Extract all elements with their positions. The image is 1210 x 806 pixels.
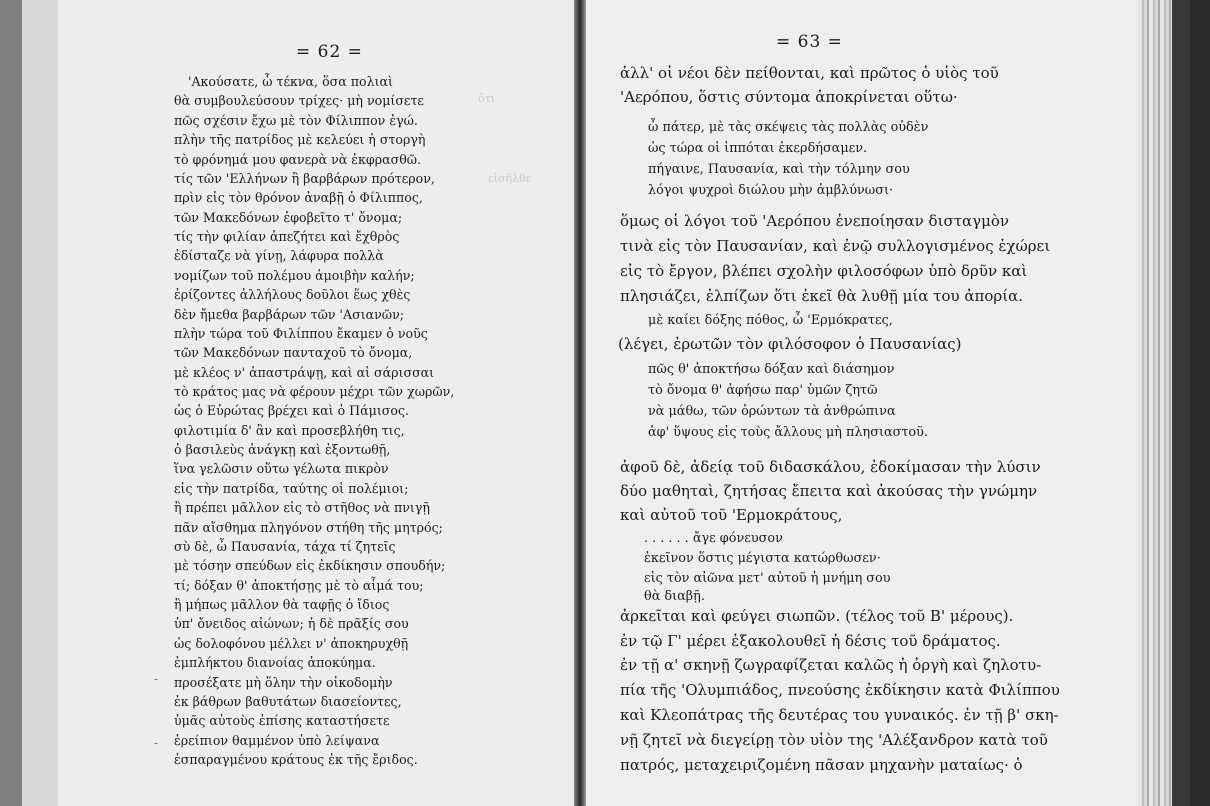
text-line: ἐδίσταζε νὰ γίνῃ, λάφυρα πολλὰ — [174, 248, 384, 264]
scan-left-edge — [0, 0, 22, 806]
right-page — [586, 0, 1138, 806]
text-line: τί; δόξαν θ' ἀποκτήσῃς μὲ τὸ αἷμά του; — [174, 577, 424, 593]
text-line: μὲ κλέος ν' ἀπαστράψῃ, καὶ αἱ σάρισσαι — [174, 364, 435, 380]
text-line: νὰ μάθω, τῶν ὁρώντων τὰ ἀνθρώπινα — [648, 404, 896, 419]
text-line: φιλοτιμία δ' ἂν καὶ προσεβλήθη τις, — [174, 422, 405, 438]
text-line: λόγοι ψυχροὶ διώλου μὴν ἀμβλύνωσι· — [648, 183, 894, 198]
bleed-through: εἰσῆλθε — [488, 172, 532, 185]
text-line: ἐκεῖνον ὅστις μέγιστα κατώρθωσεν· — [644, 551, 881, 566]
text-line: ὑπ' ὄνειδος αἰώνων; ἡ δὲ πρᾶξίς σου — [174, 616, 409, 632]
text-line: εἰς τὸ ἔργον, βλέπει σχολὴν φιλοσόφων ὑπὸ δρῦν καὶ — [620, 262, 1028, 280]
scan-right-border — [1190, 0, 1210, 806]
text-line: ὡς δολοφόνου μέλλει ν' ἀποκηρυχθῇ — [174, 635, 409, 651]
text-line: ἀλλ' οἱ νέοι δὲν πείθονται, καὶ πρῶτος ὁ υἱὸς τοῦ — [620, 64, 999, 82]
text-line: ἀρκεῖται καὶ φεύγει σιωπῶν. (τέλος τοῦ Β' μέρους). — [620, 607, 1014, 625]
text-line: τίς τῶν 'Ελλήνων ἢ βαρβάρων πρότερον, — [174, 170, 435, 186]
book-gutter — [574, 0, 586, 806]
text-line: δὲν ἤμεθα βαρβάρων τῶν 'Ασιανῶν; — [174, 306, 404, 322]
text-line: μὲ τόσην σπεύδων εἰς ἐκδίκησιν σπουδήν; — [174, 558, 446, 574]
text-line: ὡς ὁ Εὐρώτας βρέχει καὶ ὁ Πάμισος. — [174, 403, 410, 419]
text-line: ἀφοῦ δὲ, ἀδείᾳ τοῦ διδασκάλου, ἐδοκίμασαν τὴν λύσιν — [620, 458, 1041, 476]
text-line: ἐρείπιον θαμμένον ὑπὸ λείψανα — [174, 732, 380, 748]
text-line: δύο μαθηταὶ, ζητήσας ἔπειτα καὶ ἀκούσας τὴν γνώμην — [620, 482, 1038, 500]
text-line: ὡς τώρα οἱ ἱππόται ἐκερδήσαμεν. — [648, 141, 868, 156]
text-line: τὸ ὄνομα θ' ἀφήσω παρ' ὑμῶν ζητῶ — [648, 383, 878, 398]
text-line: ὦ πάτερ, μὲ τὰς σκέψεις τὰς πολλὰς οὐδὲν — [648, 120, 929, 135]
text-line: πῶς θ' ἀποκτήσω δόξαν καὶ διάσημον — [648, 362, 895, 377]
text-line: (λέγει, ἐρωτῶν τὸν φιλόσοφον ὁ Παυσανίας) — [618, 335, 962, 353]
text-line: ἐν τῷ Γ' μέρει ἐξακολουθεῖ ἡ δέσις τοῦ δράματος. — [620, 632, 1001, 650]
margin-dash: - — [154, 736, 159, 750]
text-line: ἀφ' ὕψους εἰς τοὺς ἄλλους μὴ πλησιαστοῦ. — [648, 425, 928, 440]
text-line: εἰς τὸν αἰῶνα μετ' αὐτοῦ ἡ μνήμη σου — [644, 571, 891, 586]
text-line: πλὴν τώρα τοῦ Φιλίππου ἔκαμεν ὁ νοῦς — [174, 325, 428, 341]
text-line: πλησιάζει, ἐλπίζων ὅτι ἐκεῖ θὰ λυθῇ μία του ἀπορία. — [620, 287, 1023, 305]
text-line: πλὴν τῆς πατρίδος μὲ κελεύει ἡ στοργὴ — [174, 132, 426, 148]
text-line: πία τῆς 'Ολυμπιάδος, πνεούσης ἐκδίκησιν κατὰ Φιλίππου — [620, 681, 1060, 699]
text-line: ἐρίζοντες ἀλλήλους δοῦλοι ἕως χθὲς — [174, 287, 411, 303]
text-line: 'Αερόπου, ὅστις σύντομα ἀποκρίνεται οὕτω· — [620, 88, 958, 106]
text-line: ἢ μήπως μᾶλλον θὰ ταφῇς ὁ ἴδιος — [174, 597, 390, 612]
text-line: πατρός, μεταχειριζομένη πᾶσαν μηχανὴν ματαίως· ὁ — [620, 756, 1023, 774]
book-left-margin — [22, 0, 60, 806]
text-line: ἢ πρέπει μᾶλλον εἰς τὸ στῆθος νὰ πνιγῇ — [174, 500, 430, 516]
text-line: πῶς σχέσιν ἔχω μὲ τὸν Φίλιππον ἐγώ. — [174, 112, 418, 128]
text-line: 'Ακούσατε, ὦ τέκνα, ὅσα πολιαὶ — [188, 74, 393, 89]
text-line: μὲ καίει δόξης πόθος, ὦ 'Ερμόκρατες, — [648, 313, 893, 328]
text-line: ὑμᾶς αὐτοὺς ἐπίσης καταστήσετε — [174, 713, 390, 729]
page-number: = 63 = — [776, 32, 843, 52]
text-line: πᾶν αἴσθημα πληγόνον στήθη τῆς μητρός; — [174, 519, 443, 535]
text-line: θὰ συμβουλεύσουν τρίχες· μὴ νομίσετε — [174, 93, 424, 109]
text-line: τῶν Μακεδόνων πανταχοῦ τὸ ὄνομα, — [174, 345, 413, 361]
text-line: τῶν Μακεδόνων ἐφοβεῖτο τ' ὄνομα; — [174, 209, 403, 225]
text-line: . . . . . . ἄγε φόνευσον — [644, 531, 783, 546]
text-line: εἰς τὴν πατρίδα, ταύτης οἱ πολέμιοι; — [174, 480, 409, 496]
text-line: θὰ διαβῇ. — [644, 589, 705, 604]
text-line: ὅμως οἱ λόγοι τοῦ 'Αερόπου ἐνεποίησαν δισταγμὸν — [620, 212, 1010, 230]
text-line: καὶ Κλεοπάτρας τῆς δευτέρας του γυναικός. ἐν τῇ β' σκη- — [620, 706, 1059, 724]
text-line: νομίζων τοῦ πολέμου ἀμοιβὴν καλήν; — [174, 267, 415, 283]
text-line: ἐμπλήκτου διανοίας ἀποκύημα. — [174, 655, 376, 671]
text-line: ἐκ βάθρων βαθυτάτων διασείοντες, — [174, 693, 402, 709]
text-line: προσέξατε μὴ ὅλην τὴν οἰκοδομὴν — [174, 674, 393, 690]
margin-dash: - — [154, 672, 159, 686]
text-line: τίς τὴν φιλίαν ἀπεζήτει καὶ ἔχθρὸς — [174, 229, 400, 244]
text-line: πρὶν εἰς τὸν θρόνον ἀναβῇ ὁ Φίλιππος, — [174, 190, 423, 206]
left-page — [58, 0, 574, 806]
text-line: νῇ ζητεῖ νὰ διεγείρῃ τὸν υἱὸν της 'Αλέξανδρον κατὰ τοῦ — [620, 731, 1048, 749]
page-fore-edges — [1138, 0, 1172, 806]
text-line: ἐσπαραγμένου κράτους ἐκ τῆς ἔριδος. — [174, 752, 418, 767]
page-number: = 62 = — [296, 42, 363, 62]
text-line: τὸ κράτος μας νὰ φέρουν μέχρι τῶν χωρῶν, — [174, 383, 455, 399]
bleed-through: ὅτι — [478, 92, 496, 105]
text-line: πήγαινε, Παυσανία, καὶ τὴν τόλμην σου — [648, 162, 910, 177]
text-line: ὁ βασιλεὺς ἀνάγκῃ καὶ ἐξοντωθῇ, — [174, 442, 391, 458]
text-line: σὺ δὲ, ὦ Παυσανία, τάχα τί ζητεῖς — [174, 538, 396, 554]
text-line: ἐν τῇ α' σκηνῇ ζωγραφίζεται καλῶς ἡ ὀργὴ καὶ ζηλοτυ- — [620, 656, 1042, 674]
text-line: τὸ φρόνημά μου φανερὰ νὰ ἐκφρασθῶ. — [174, 151, 422, 167]
text-line: ἵνα γελῶσιν οὕτω γέλωτα πικρὸν — [174, 461, 389, 477]
text-line: τινὰ εἰς τὸν Παυσανίαν, καὶ ἐνῷ συλλογισμένος ἐχώρει — [620, 237, 1051, 255]
text-line: καὶ αὐτοῦ τοῦ 'Ερμοκράτους, — [620, 506, 843, 524]
